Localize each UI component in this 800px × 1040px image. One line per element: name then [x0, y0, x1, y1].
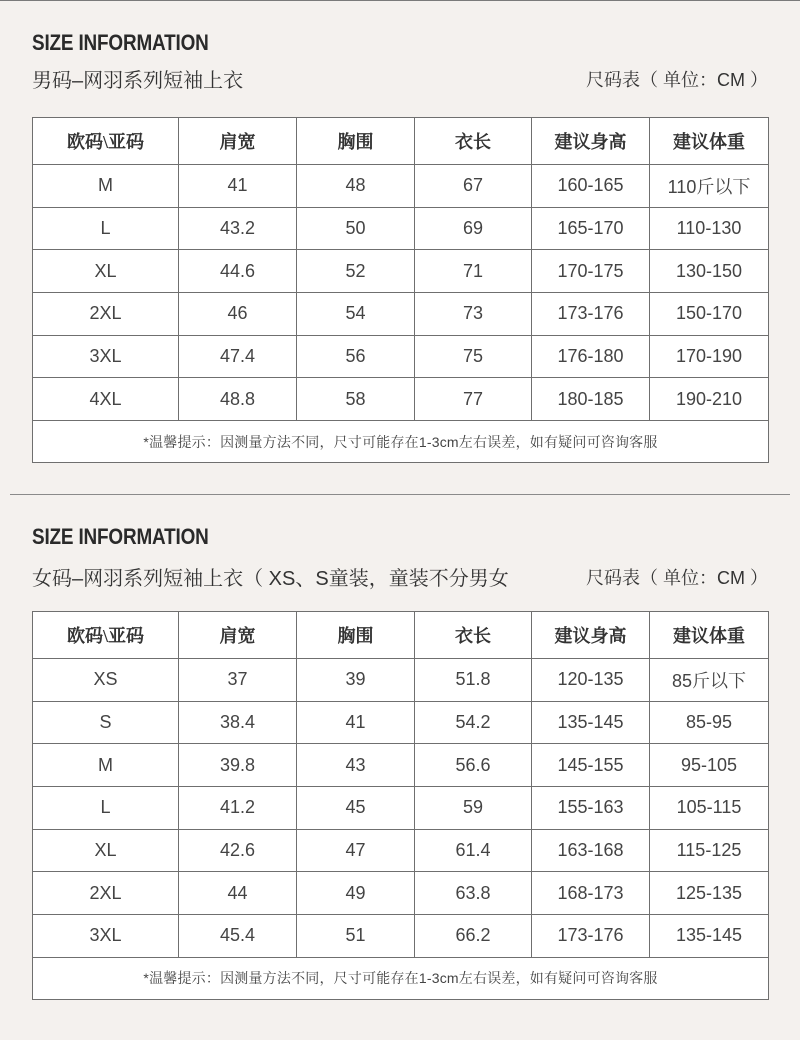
table-header-row — [33, 118, 769, 165]
table-cell: 165-170 — [532, 207, 650, 250]
table-cell: 67 — [415, 165, 532, 208]
table-cell: 63.8 — [415, 872, 532, 915]
table-cell: 58 — [297, 378, 415, 421]
table-cell: 47 — [297, 829, 415, 872]
table-cell: 43 — [297, 744, 415, 787]
table-cell: 110-130 — [650, 207, 769, 250]
table-cell: 51 — [297, 915, 415, 958]
table-cell: 145-155 — [532, 744, 650, 787]
table-row — [33, 207, 769, 250]
table-cell: 173-176 — [532, 915, 650, 958]
table-cell: 51.8 — [415, 659, 532, 702]
table-cell: 115-125 — [650, 829, 769, 872]
table-header-row — [33, 612, 769, 659]
table-cell: 4XL — [33, 378, 179, 421]
table-cell: S — [33, 701, 179, 744]
table-cell: 45.4 — [179, 915, 297, 958]
table-cell: 120-135 — [532, 659, 650, 702]
table-note-row — [33, 957, 769, 999]
men-size-table — [32, 117, 769, 463]
table-cell: 150-170 — [650, 293, 769, 336]
table-cell: 39 — [297, 659, 415, 702]
women-unit-label: 尺码表（ 单位：CM ） — [586, 568, 768, 588]
table-cell: 59 — [415, 787, 532, 830]
table-cell: 95-105 — [650, 744, 769, 787]
header-cell-height: 建议身高 — [532, 612, 650, 659]
header-cell-size: 欧码\亚码 — [33, 118, 179, 165]
header-cell-shoulder: 肩宽 — [179, 612, 297, 659]
table-cell: 69 — [415, 207, 532, 250]
table-cell: M — [33, 165, 179, 208]
table-cell: 56.6 — [415, 744, 532, 787]
table-cell: 43.2 — [179, 207, 297, 250]
table-row — [33, 872, 769, 915]
table-row — [33, 250, 769, 293]
table-cell: 50 — [297, 207, 415, 250]
table-cell: 2XL — [33, 293, 179, 336]
table-cell: 155-163 — [532, 787, 650, 830]
table-cell: 56 — [297, 335, 415, 378]
table-cell: 163-168 — [532, 829, 650, 872]
table-cell: 41.2 — [179, 787, 297, 830]
table-cell: 85-95 — [650, 701, 769, 744]
table-row — [33, 701, 769, 744]
top-divider — [0, 0, 800, 1]
table-cell: M — [33, 744, 179, 787]
table-cell: 71 — [415, 250, 532, 293]
table-cell: 44 — [179, 872, 297, 915]
table-note-row — [33, 421, 769, 463]
table-cell: 73 — [415, 293, 532, 336]
table-cell: 61.4 — [415, 829, 532, 872]
table-cell: L — [33, 787, 179, 830]
women-size-table — [32, 611, 769, 1000]
table-cell: 3XL — [33, 915, 179, 958]
table-cell: 42.6 — [179, 829, 297, 872]
table-cell: L — [33, 207, 179, 250]
table-row — [33, 293, 769, 336]
table-cell: 170-175 — [532, 250, 650, 293]
table-row — [33, 165, 769, 208]
table-row — [33, 744, 769, 787]
table-row — [33, 378, 769, 421]
table-row — [33, 335, 769, 378]
table-cell: 135-145 — [650, 915, 769, 958]
table-cell: 110斤以下 — [650, 165, 769, 208]
table-cell: 52 — [297, 250, 415, 293]
table-cell: 38.4 — [179, 701, 297, 744]
table-cell: 54.2 — [415, 701, 532, 744]
table-cell: 176-180 — [532, 335, 650, 378]
table-row — [33, 915, 769, 958]
header-cell-length: 衣长 — [415, 118, 532, 165]
women-section-subtitle: 女码–网羽系列短袖上衣（ XS、S童装，童装不分男女 — [32, 568, 509, 590]
measurement-note: *温馨提示：因测量方法不同，尺寸可能存在1-3cm左右误差，如有疑问可咨询客服 — [33, 957, 769, 999]
header-cell-chest: 胸围 — [297, 118, 415, 165]
header-cell-shoulder: 肩宽 — [179, 118, 297, 165]
table-cell: 75 — [415, 335, 532, 378]
table-cell: 47.4 — [179, 335, 297, 378]
header-cell-size: 欧码\亚码 — [33, 612, 179, 659]
table-cell: 45 — [297, 787, 415, 830]
men-section-heading: SIZE INFORMATION — [32, 30, 209, 55]
table-cell: 130-150 — [650, 250, 769, 293]
header-cell-length: 衣长 — [415, 612, 532, 659]
table-cell: 85斤以下 — [650, 659, 769, 702]
men-section-subtitle: 男码–网羽系列短袖上衣 — [32, 70, 244, 92]
table-cell: 46 — [179, 293, 297, 336]
table-cell: 160-165 — [532, 165, 650, 208]
table-cell: XL — [33, 829, 179, 872]
table-cell: 41 — [297, 701, 415, 744]
table-cell: 49 — [297, 872, 415, 915]
table-cell: 37 — [179, 659, 297, 702]
table-cell: 3XL — [33, 335, 179, 378]
table-cell: 48 — [297, 165, 415, 208]
table-row — [33, 829, 769, 872]
header-cell-height: 建议身高 — [532, 118, 650, 165]
table-row — [33, 787, 769, 830]
table-cell: XS — [33, 659, 179, 702]
table-cell: 41 — [179, 165, 297, 208]
table-cell: 44.6 — [179, 250, 297, 293]
table-cell: 39.8 — [179, 744, 297, 787]
table-cell: 135-145 — [532, 701, 650, 744]
table-cell: 54 — [297, 293, 415, 336]
table-cell: 173-176 — [532, 293, 650, 336]
table-cell: 125-135 — [650, 872, 769, 915]
header-cell-weight: 建议体重 — [650, 612, 769, 659]
women-section-heading: SIZE INFORMATION — [32, 524, 209, 549]
table-cell: 2XL — [33, 872, 179, 915]
measurement-note: *温馨提示：因测量方法不同，尺寸可能存在1-3cm左右误差，如有疑问可咨询客服 — [33, 421, 769, 463]
table-cell: 168-173 — [532, 872, 650, 915]
table-cell: 105-115 — [650, 787, 769, 830]
table-cell: 190-210 — [650, 378, 769, 421]
section-divider — [10, 494, 790, 495]
men-unit-label: 尺码表（ 单位：CM ） — [586, 70, 768, 90]
table-row — [33, 659, 769, 702]
table-cell: 180-185 — [532, 378, 650, 421]
header-cell-chest: 胸围 — [297, 612, 415, 659]
table-cell: 170-190 — [650, 335, 769, 378]
table-cell: 66.2 — [415, 915, 532, 958]
table-cell: 77 — [415, 378, 532, 421]
table-cell: XL — [33, 250, 179, 293]
table-cell: 48.8 — [179, 378, 297, 421]
header-cell-weight: 建议体重 — [650, 118, 769, 165]
